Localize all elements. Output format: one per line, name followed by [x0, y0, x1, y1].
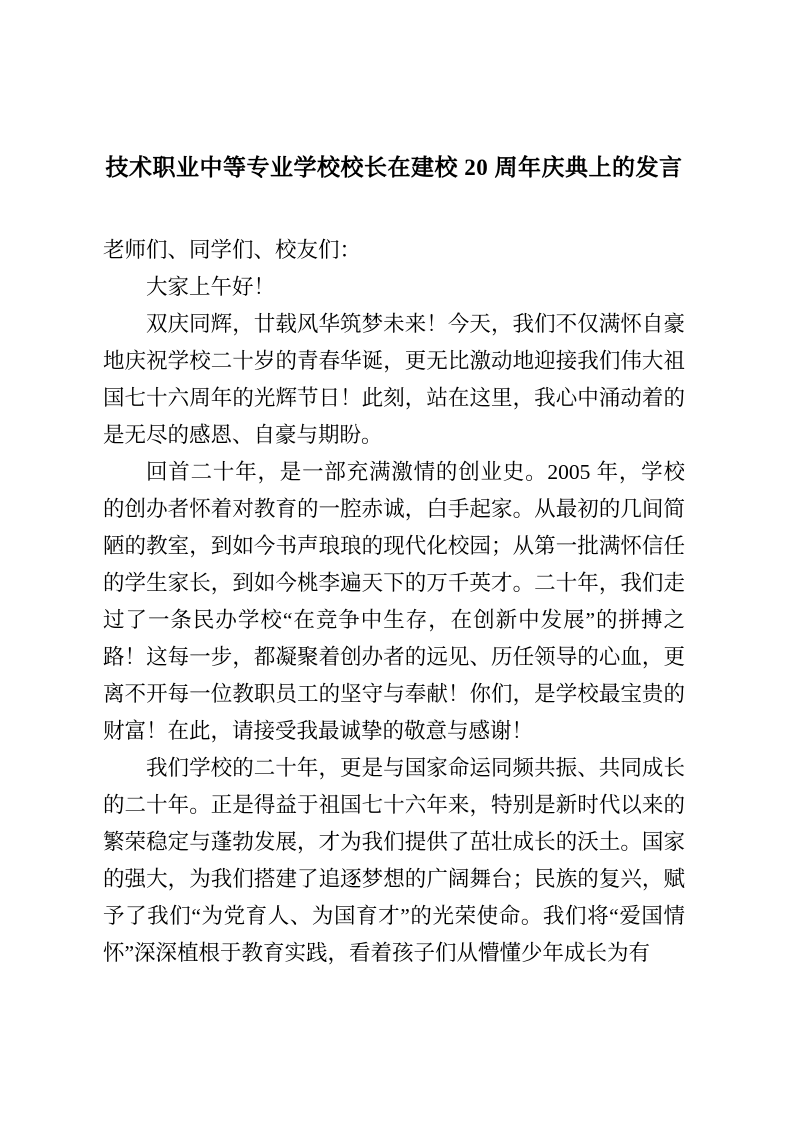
document-content — [103, 150, 685, 972]
paragraph: 双庆同辉，廿载风华筑梦未来！今天，我们不仅满怀自豪地庆祝学校二十岁的青春华诞，更无比激动地迎接我们伟大祖国七十六周年的光辉节日！此刻，站在这里，我心中涌动着的是无尽的感恩、自豪与期盼。 — [103, 312, 685, 447]
paragraph: 回首二十年，是一部充满激情的创业史。2005 年，学校的创办者怀着对教育的一腔赤诚，白手起家。从最初的几间简陋的教室，到如今书声琅琅的现代化校园；从第一批满怀信任的学生家长，到如今桃李遍天下的万千英才。二十年，我们走过了一条民办学校“在竞争中生存，在创新中发展”的拼搏之路！这每一步，都凝聚着创办者的远见、历任领导的心血，更离不开每一位教职员工的坚守与奉献！你们，是学校最宝贵的财富！在此，请接受我最诚挚的敬意与感谢！ — [103, 460, 685, 743]
greeting-paragraph: 大家上午好！ — [146, 275, 276, 299]
salutation-line: 老师们、同学们、校友们： — [103, 238, 362, 262]
document-title: 技术职业中等专业学校校长在建校 20 周年庆典上的发言 — [105, 155, 683, 180]
document-body — [103, 232, 685, 972]
paragraph: 我们学校的二十年，更是与国家命运同频共振、共同成长的二十年。正是得益于祖国七十六年来，特别是新时代以来的繁荣稳定与蓬勃发展，才为我们提供了茁壮成长的沃土。国家的强大，为我们搭建了追逐梦想的广阔舞台；民族的复兴，赋予了我们“为党育人、为国育才”的光荣使命。我们将“爱国情怀”深深植根于教育实践，看着孩子们从懵懂少年成长为有 — [103, 756, 685, 965]
